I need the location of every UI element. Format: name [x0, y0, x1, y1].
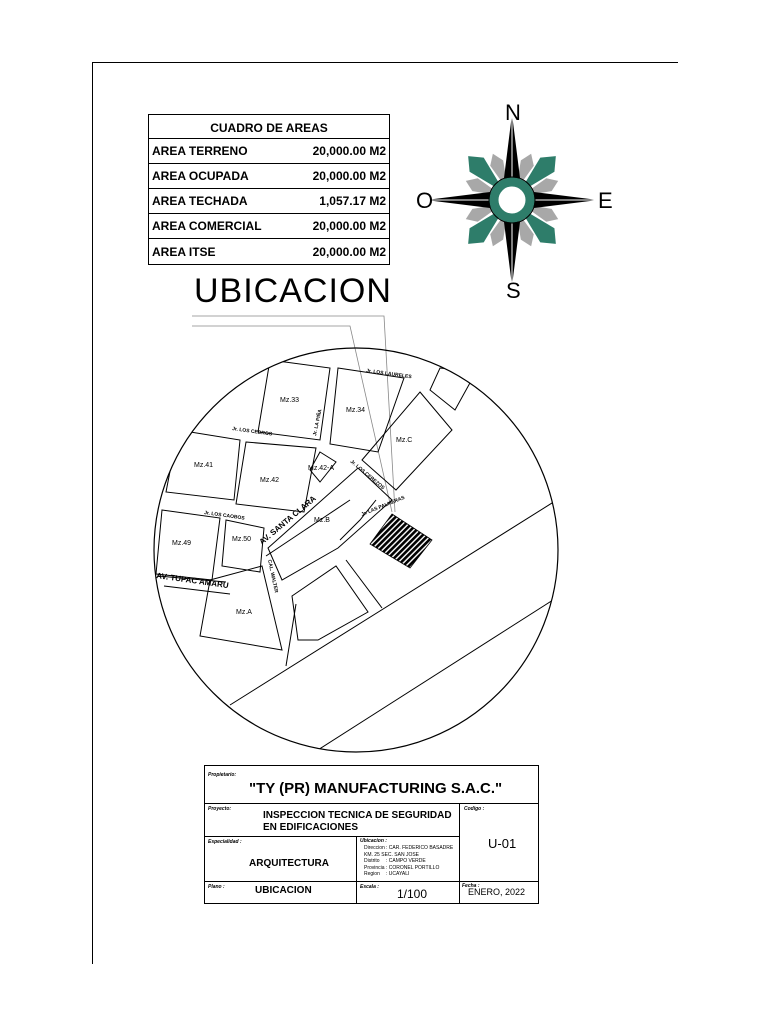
- owner-label: Propietario:: [208, 772, 237, 778]
- location-info-row: Direccion : CAR. FEDERICO BASADRE: [364, 845, 454, 851]
- area-label: AREA TECHADA: [152, 194, 248, 208]
- area-label: AREA OCUPADA: [152, 169, 249, 183]
- scale-label: Escala :: [360, 884, 379, 890]
- project-line-1: INSPECCION TECNICA DE SEGURIDAD: [263, 810, 452, 821]
- leader-line: [192, 316, 395, 512]
- plan-name: UBICACION: [255, 885, 312, 896]
- street-label: Jr. LA PIÑA: [312, 408, 324, 437]
- block-mz50: [222, 520, 264, 572]
- highway-north-edge: [230, 460, 620, 705]
- street-label: AV. TUPAC AMARU: [155, 571, 230, 591]
- block-label: Mz.50: [232, 536, 252, 543]
- block-label: Mz.B: [314, 517, 330, 524]
- location-info-row: KM. 25 SEC. SAN JOSE: [364, 851, 420, 858]
- street-label: Jr. LOS LAURELES: [365, 368, 412, 381]
- block-label: Mz.A: [236, 609, 252, 616]
- area-value: 20,000.00 M2: [312, 219, 386, 233]
- date-cell: [460, 882, 538, 903]
- specialty-label: Especialidad :: [208, 839, 242, 845]
- street-label: Jr. LAS PALMERAS: [360, 494, 406, 518]
- street-label: Jr. LOS CEREZOS: [348, 458, 386, 492]
- block-label: Mz.41: [194, 462, 214, 469]
- block-label: Mz.C: [396, 437, 413, 444]
- plan-cell: [205, 882, 357, 903]
- location-info-row: Region : UCAYALI: [364, 871, 410, 877]
- compass-west-label: O: [416, 188, 434, 213]
- street-label: AV. SANTA CLARA: [257, 493, 318, 547]
- area-value: 20,000.00 M2: [312, 144, 386, 158]
- compass-north-label: N: [505, 100, 521, 125]
- location-info-row: Provincia : CORONEL PORTILLO: [364, 864, 440, 871]
- owner-name: "TY (PR) MANUFACTURING S.A.C.": [249, 780, 503, 797]
- date-label: Fecha :: [462, 883, 480, 889]
- specialty-cell: [205, 837, 357, 882]
- code-label: Codigo :: [464, 806, 485, 812]
- location-info-cell: [357, 837, 460, 882]
- compass-east-label: E: [598, 188, 613, 213]
- location-info-row: Distrito : CAMPO VERDE: [364, 858, 426, 864]
- street-label: Jr. LOS CAOBOS: [203, 510, 246, 522]
- title-block: [204, 765, 539, 904]
- area-value: 1,057.17 M2: [319, 194, 386, 208]
- leader-line: [192, 326, 392, 512]
- block-label: Mz.34: [346, 407, 366, 414]
- project-label: Proyecto:: [208, 806, 232, 812]
- area-label: AREA ITSE: [152, 244, 216, 259]
- location-info-label: Ubicacion :: [360, 838, 387, 844]
- block-label: Mz.49: [172, 540, 192, 547]
- plan-code: U-01: [488, 836, 517, 851]
- street-label: Jr. LOS CEDROS: [231, 426, 273, 438]
- owner-cell: [205, 766, 538, 804]
- block-label: Mz.33: [280, 397, 300, 404]
- block-label: Mz.42-A: [308, 465, 335, 472]
- block-label: Mz.42: [260, 477, 280, 484]
- scale-cell: [357, 882, 460, 903]
- area-label: AREA TERRENO: [152, 144, 248, 158]
- project-lot: [370, 514, 432, 568]
- scale-value: 1/100: [397, 887, 428, 901]
- areas-table-title: CUADRO DE AREAS: [149, 115, 389, 139]
- plan-label: Plano :: [208, 884, 225, 890]
- project-cell: [205, 804, 460, 837]
- area-label: AREA COMERCIAL: [152, 219, 262, 233]
- project-line-2: EN EDIFICACIONES: [263, 822, 359, 833]
- code-cell: [460, 804, 538, 882]
- highway-south-edge: [310, 570, 600, 755]
- area-value: 20,000.00 M2: [312, 244, 386, 259]
- area-value: 20,000.00 M2: [312, 169, 386, 183]
- specialty-value: ARQUITECTURA: [249, 858, 329, 869]
- block-mz34: [330, 368, 404, 452]
- location-title: UBICACION: [194, 272, 392, 310]
- compass-south-label: S: [506, 278, 521, 303]
- date-value: ENERO, 2022: [468, 887, 526, 897]
- street-label: CAL. WALTER: [266, 559, 279, 594]
